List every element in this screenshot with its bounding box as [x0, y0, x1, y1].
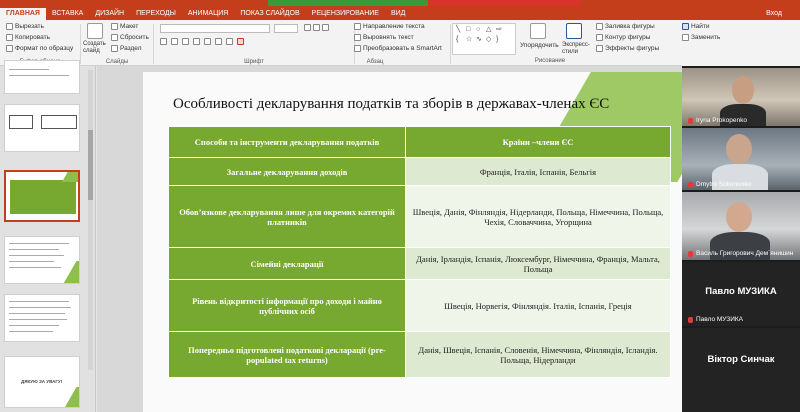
tab-transitions[interactable]: ПЕРЕХОДЫ — [136, 10, 176, 17]
thumb-line — [9, 261, 54, 262]
table-cell-countries: Данія, Ірландія, Іспанія, Люксембург, Німеччина, Франція, Мальта, Польща — [406, 248, 671, 280]
shape-callout-icon[interactable]: ◇ — [486, 36, 492, 43]
format-painter-button[interactable] — [6, 45, 73, 52]
table-row — [169, 280, 671, 332]
replace-icon — [682, 34, 689, 41]
text-direction-button[interactable] — [354, 23, 425, 30]
participant-video-tile[interactable] — [682, 128, 800, 190]
ribbon-separator — [450, 24, 451, 64]
thumbnail-scrollbar-thumb[interactable] — [88, 130, 93, 200]
thumb-deco — [61, 387, 80, 408]
sign-in-link[interactable]: Вход — [766, 10, 782, 17]
shape-line-icon[interactable]: ╲ — [456, 26, 461, 33]
shadow-icon[interactable] — [204, 38, 211, 45]
section-button[interactable] — [111, 45, 141, 52]
shape-arrow-icon[interactable]: ⇨ — [496, 26, 502, 33]
cut-label: Вырезать — [15, 23, 44, 30]
participant-name-row — [688, 250, 793, 257]
paragraph-group — [260, 20, 450, 66]
table-row — [169, 248, 671, 280]
table-cell-countries: Швеція, Данія, Фінляндія, Нідерланди, Польща, Німеччина, Польща, Чехія, Словаччина, Угорщина — [406, 186, 671, 248]
tab-review[interactable]: РЕЦЕНЗИРОВАНИЕ — [311, 10, 379, 17]
thumb-box — [9, 115, 33, 129]
convert-smartart-label: Преобразовать в SmartArt — [363, 45, 442, 52]
participant-tile-no-video[interactable] — [682, 328, 800, 412]
thumb-line — [9, 331, 53, 332]
tab-home[interactable]: ГЛАВНАЯ — [0, 8, 46, 20]
find-label: Найти — [691, 23, 710, 30]
thumb-line — [9, 301, 69, 302]
format-painter-label: Формат по образцу — [15, 45, 74, 52]
avatar — [726, 202, 752, 232]
underline-icon[interactable] — [182, 38, 189, 45]
pen-icon — [596, 34, 603, 41]
participant-name-row — [688, 316, 743, 323]
slides-group-label: Слайды — [105, 59, 129, 65]
font-style-buttons[interactable] — [160, 38, 244, 45]
shape-oval-icon[interactable]: ○ — [476, 26, 481, 33]
shape-rect-icon[interactable]: □ — [466, 26, 471, 33]
table-cell-countries: Франція, Італія, Іспанія, Бельгія — [406, 158, 671, 186]
slide-thumbnail[interactable] — [4, 236, 80, 284]
thumb-line — [9, 255, 64, 256]
thumb-line — [9, 313, 65, 314]
layout-icon — [111, 23, 118, 30]
shape-effects-label: Эффекты фигуры — [605, 45, 660, 52]
drawing-group-label: Рисование — [534, 58, 566, 64]
replace-label: Заменить — [691, 34, 721, 41]
table-cell-method: Сімейні декларації — [169, 248, 406, 280]
text-direction-label: Направление текста — [363, 23, 425, 30]
shape-effects-button[interactable] — [596, 45, 659, 52]
avatar — [726, 134, 752, 164]
reset-label: Сбросить — [120, 34, 149, 41]
thumb-line — [9, 69, 49, 70]
cut-button[interactable] — [6, 23, 44, 30]
copy-button[interactable] — [6, 34, 50, 41]
text-direction-icon — [354, 23, 361, 30]
slides-group — [81, 20, 153, 66]
find-button[interactable] — [682, 23, 710, 30]
section-icon — [111, 45, 118, 52]
participant-display-name: Павло МУЗИКА — [705, 286, 777, 297]
slide-thumbnail[interactable] — [4, 60, 80, 94]
align-text-label: Выровнять текст — [363, 34, 414, 41]
table-cell-countries: Данія, Швеція, Іспанія, Словенія, Німеччина, Фінляндія, Ісландія. Польща, Нідерланди — [406, 332, 671, 378]
font-color-icon[interactable] — [237, 38, 244, 45]
slide-thumbnail[interactable] — [4, 356, 80, 408]
italic-icon[interactable] — [171, 38, 178, 45]
tab-design[interactable]: ДИЗАЙН — [95, 10, 125, 17]
slide-thumbnail-selected[interactable] — [4, 170, 80, 222]
shape-curve-icon[interactable]: ∿ — [476, 36, 482, 43]
avatar — [732, 76, 754, 104]
convert-smartart-button[interactable] — [354, 45, 442, 52]
mic-muted-icon — [688, 118, 693, 124]
arrange-button[interactable]: Упорядочить — [520, 42, 559, 49]
ribbon-tabs — [0, 8, 800, 20]
thumb-line — [9, 249, 59, 250]
align-text-button[interactable] — [354, 34, 414, 41]
table-header-row — [169, 127, 671, 158]
participant-display-name: Віктор Синчак — [707, 354, 775, 365]
table-row — [169, 158, 671, 186]
slide-thumbnail[interactable] — [4, 294, 80, 342]
tab-animation[interactable]: АНИМАЦИЯ — [187, 10, 229, 17]
mic-muted-icon — [688, 251, 693, 257]
shape-brace-icon[interactable]: { — [456, 36, 459, 43]
paragraph-group-label: Абзац — [366, 59, 384, 65]
participant-name-row — [688, 117, 747, 124]
screen-share-banner — [268, 0, 428, 6]
thumb-box — [41, 115, 77, 129]
case-icon[interactable] — [226, 38, 233, 45]
thumb-line — [9, 243, 69, 244]
copy-label: Копировать — [15, 34, 50, 41]
stop-share-banner[interactable] — [430, 0, 580, 6]
participant-tile-no-video[interactable] — [682, 262, 800, 326]
participant-video-tile[interactable] — [682, 68, 800, 126]
table-row — [169, 332, 671, 378]
shape-star-icon[interactable]: ☆ — [466, 36, 473, 43]
table-cell-method: Обов’язкове декларування лише для окремих категорій платників — [169, 186, 406, 248]
copy-icon — [6, 34, 13, 41]
thumb-line — [9, 307, 71, 308]
table-row — [169, 186, 671, 248]
ribbon-editing-area — [682, 20, 800, 66]
layout-button[interactable] — [111, 23, 138, 30]
smartart-icon — [354, 45, 361, 52]
table-header-methods: Способи та інструменти декларування податків — [169, 127, 406, 158]
shape-fill-label: Заливка фигуры — [605, 23, 655, 30]
replace-button[interactable] — [682, 34, 720, 41]
slide-title[interactable]: Особливості декларування податків та зборів в державах-членах ЄС — [173, 96, 610, 112]
tab-insert[interactable]: ВСТАВКА — [51, 10, 84, 17]
thumb-deco — [61, 261, 80, 284]
font-family-input[interactable] — [160, 24, 270, 33]
strikethrough-icon[interactable] — [193, 38, 200, 45]
paint-bucket-icon — [596, 23, 603, 30]
section-label: Раздел — [120, 45, 142, 52]
table-cell-method: Загальне декларування доходів — [169, 158, 406, 186]
participant-name: Павло МУЗИКА — [696, 316, 743, 323]
shape-bracket-icon[interactable]: } — [496, 36, 499, 43]
mic-muted-icon — [688, 182, 693, 188]
participant-name: Василь Григорович Дем`янишин — [696, 250, 794, 257]
table-cell-method: Попередньо підготовлені податкові декларації (pre-populated tax returns) — [169, 332, 406, 378]
quick-styles-button[interactable]: Экспресс-стили — [562, 42, 590, 55]
binoculars-icon — [682, 23, 689, 30]
font-group-label: Шрифт — [244, 59, 264, 65]
brush-icon — [6, 45, 13, 52]
reset-button[interactable] — [111, 34, 149, 41]
tab-slideshow[interactable]: ПОКАЗ СЛАЙДОВ — [240, 10, 300, 17]
shape-triangle-icon[interactable]: △ — [486, 26, 492, 33]
shape-fill-button[interactable] — [596, 23, 655, 30]
table-cell-method: Рівень відкритості інформації про доходи і майно публічних осіб — [169, 280, 406, 332]
thumb-line — [9, 319, 67, 320]
reset-icon — [111, 34, 118, 41]
thumb-table — [10, 180, 76, 214]
thumbnail-scrollbar[interactable] — [88, 70, 93, 370]
new-slide-button[interactable]: Создать слайд — [83, 41, 106, 54]
slide-canvas[interactable] — [143, 72, 682, 412]
effects-icon — [596, 45, 603, 52]
thumb-line — [9, 75, 69, 76]
table-cell-countries: Швеція, Норвегія, Фінляндія. Італія, Іспанія, Греція — [406, 280, 671, 332]
thumb-line — [9, 267, 61, 268]
participant-name: Dmytro Solomonko — [696, 181, 752, 188]
align-text-icon — [354, 34, 361, 41]
thumb-thanks-text: ДЯКУЮ ЗА УВАГУ! — [21, 379, 63, 384]
shape-outline-label: Контур фигуры — [605, 34, 651, 41]
ribbon — [0, 20, 682, 66]
participant-name-row — [688, 181, 751, 188]
thumb-deco — [62, 170, 80, 182]
countries-table[interactable] — [168, 126, 671, 378]
scissors-icon — [6, 23, 13, 30]
participant-video-tile[interactable] — [682, 192, 800, 260]
new-slide-icon — [87, 23, 103, 39]
shape-outline-button[interactable] — [596, 34, 650, 41]
arrange-icon — [530, 23, 546, 39]
thumb-line — [9, 325, 59, 326]
shapes-gallery[interactable] — [452, 23, 516, 55]
slide-thumbnail-pane — [0, 66, 96, 412]
participant-name: Iryna Prokopenko — [696, 117, 747, 124]
table-header-countries: Країни –члени ЄС — [406, 127, 671, 158]
bold-icon[interactable] — [160, 38, 167, 45]
spacing-icon[interactable] — [215, 38, 222, 45]
layout-label: Макет — [120, 23, 139, 30]
quick-styles-icon — [566, 23, 582, 39]
video-participants-panel — [682, 66, 800, 412]
tab-view[interactable]: ВИД — [390, 10, 406, 17]
slide-thumbnail[interactable] — [4, 104, 80, 152]
mic-muted-icon — [688, 317, 693, 323]
